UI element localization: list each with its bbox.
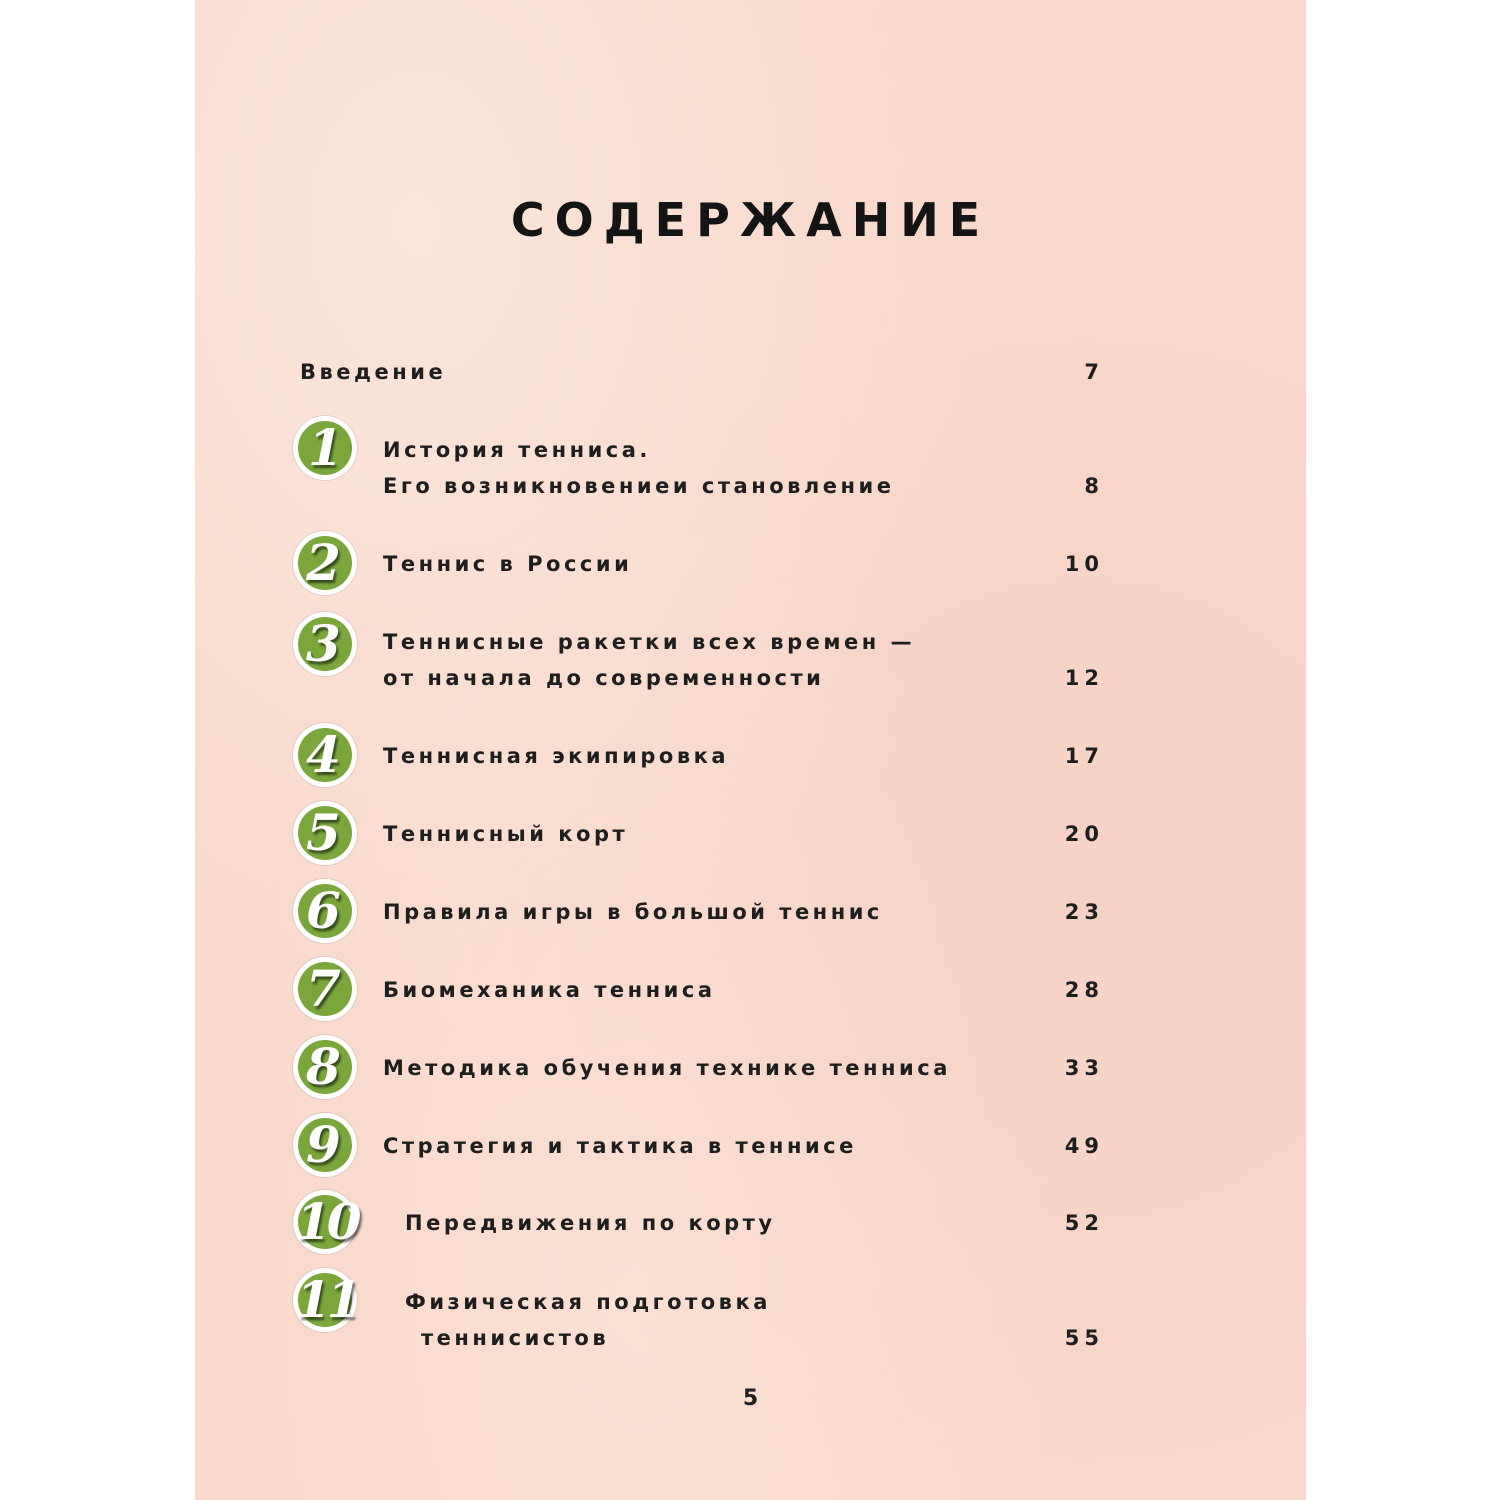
chapter-title: Передвижения по корту [405,1211,776,1235]
chapter-number: 5 [306,803,341,862]
chapter-page: 33 [1064,1056,1104,1080]
page-number: 5 [742,1386,759,1411]
chapter-title: Теннисная экипировка [383,744,730,768]
chapter-number: 3 [306,614,341,673]
chapter-title: Стратегия и тактика в теннисе [383,1134,857,1158]
chapter-page: 28 [1064,978,1104,1002]
toc-intro-label: Введение [300,360,447,384]
chapter-number: 6 [306,881,341,940]
chapter-title-continued: от начала до современности [383,666,825,690]
chapter-page: 10 [1064,552,1104,576]
chapter-title: Биомеханика тенниса [383,978,716,1002]
chapter-page: 17 [1064,744,1104,768]
chapter-title: Теннис в России [383,552,633,576]
page-title: СОДЕРЖАНИЕ [510,193,991,247]
chapter-title-continued: теннисистов [421,1326,610,1350]
chapter-number: 10 [296,1192,358,1251]
chapter-number: 9 [306,1115,341,1174]
chapter-title: История тенниса. [383,438,651,462]
chapter-number: 1 [308,418,343,477]
chapter-title: Теннисный корт [383,822,629,846]
chapter-number: 11 [296,1270,358,1329]
chapter-page: 52 [1064,1211,1104,1235]
chapter-title-continued: Его возникновениеи становление [383,474,895,498]
toc-intro-page: 7 [1084,360,1104,384]
chapter-page: 49 [1064,1134,1104,1158]
chapter-page: 55 [1064,1326,1104,1350]
chapter-number: 8 [306,1037,341,1096]
chapter-title: Физическая подготовка [405,1290,771,1314]
chapter-number: 4 [306,725,341,784]
chapter-page: 23 [1064,900,1104,924]
chapter-number: 2 [306,533,341,592]
chapter-page: 12 [1064,666,1104,690]
chapter-page: 8 [1084,474,1104,498]
chapter-title: Правила игры в большой теннис [383,900,883,924]
chapter-title: Методика обучения технике тенниса [383,1056,951,1080]
chapter-page: 20 [1064,822,1104,846]
chapter-title: Теннисные ракетки всех времен — [383,630,916,654]
chapter-number: 7 [306,959,341,1018]
book-page [195,0,1306,1500]
